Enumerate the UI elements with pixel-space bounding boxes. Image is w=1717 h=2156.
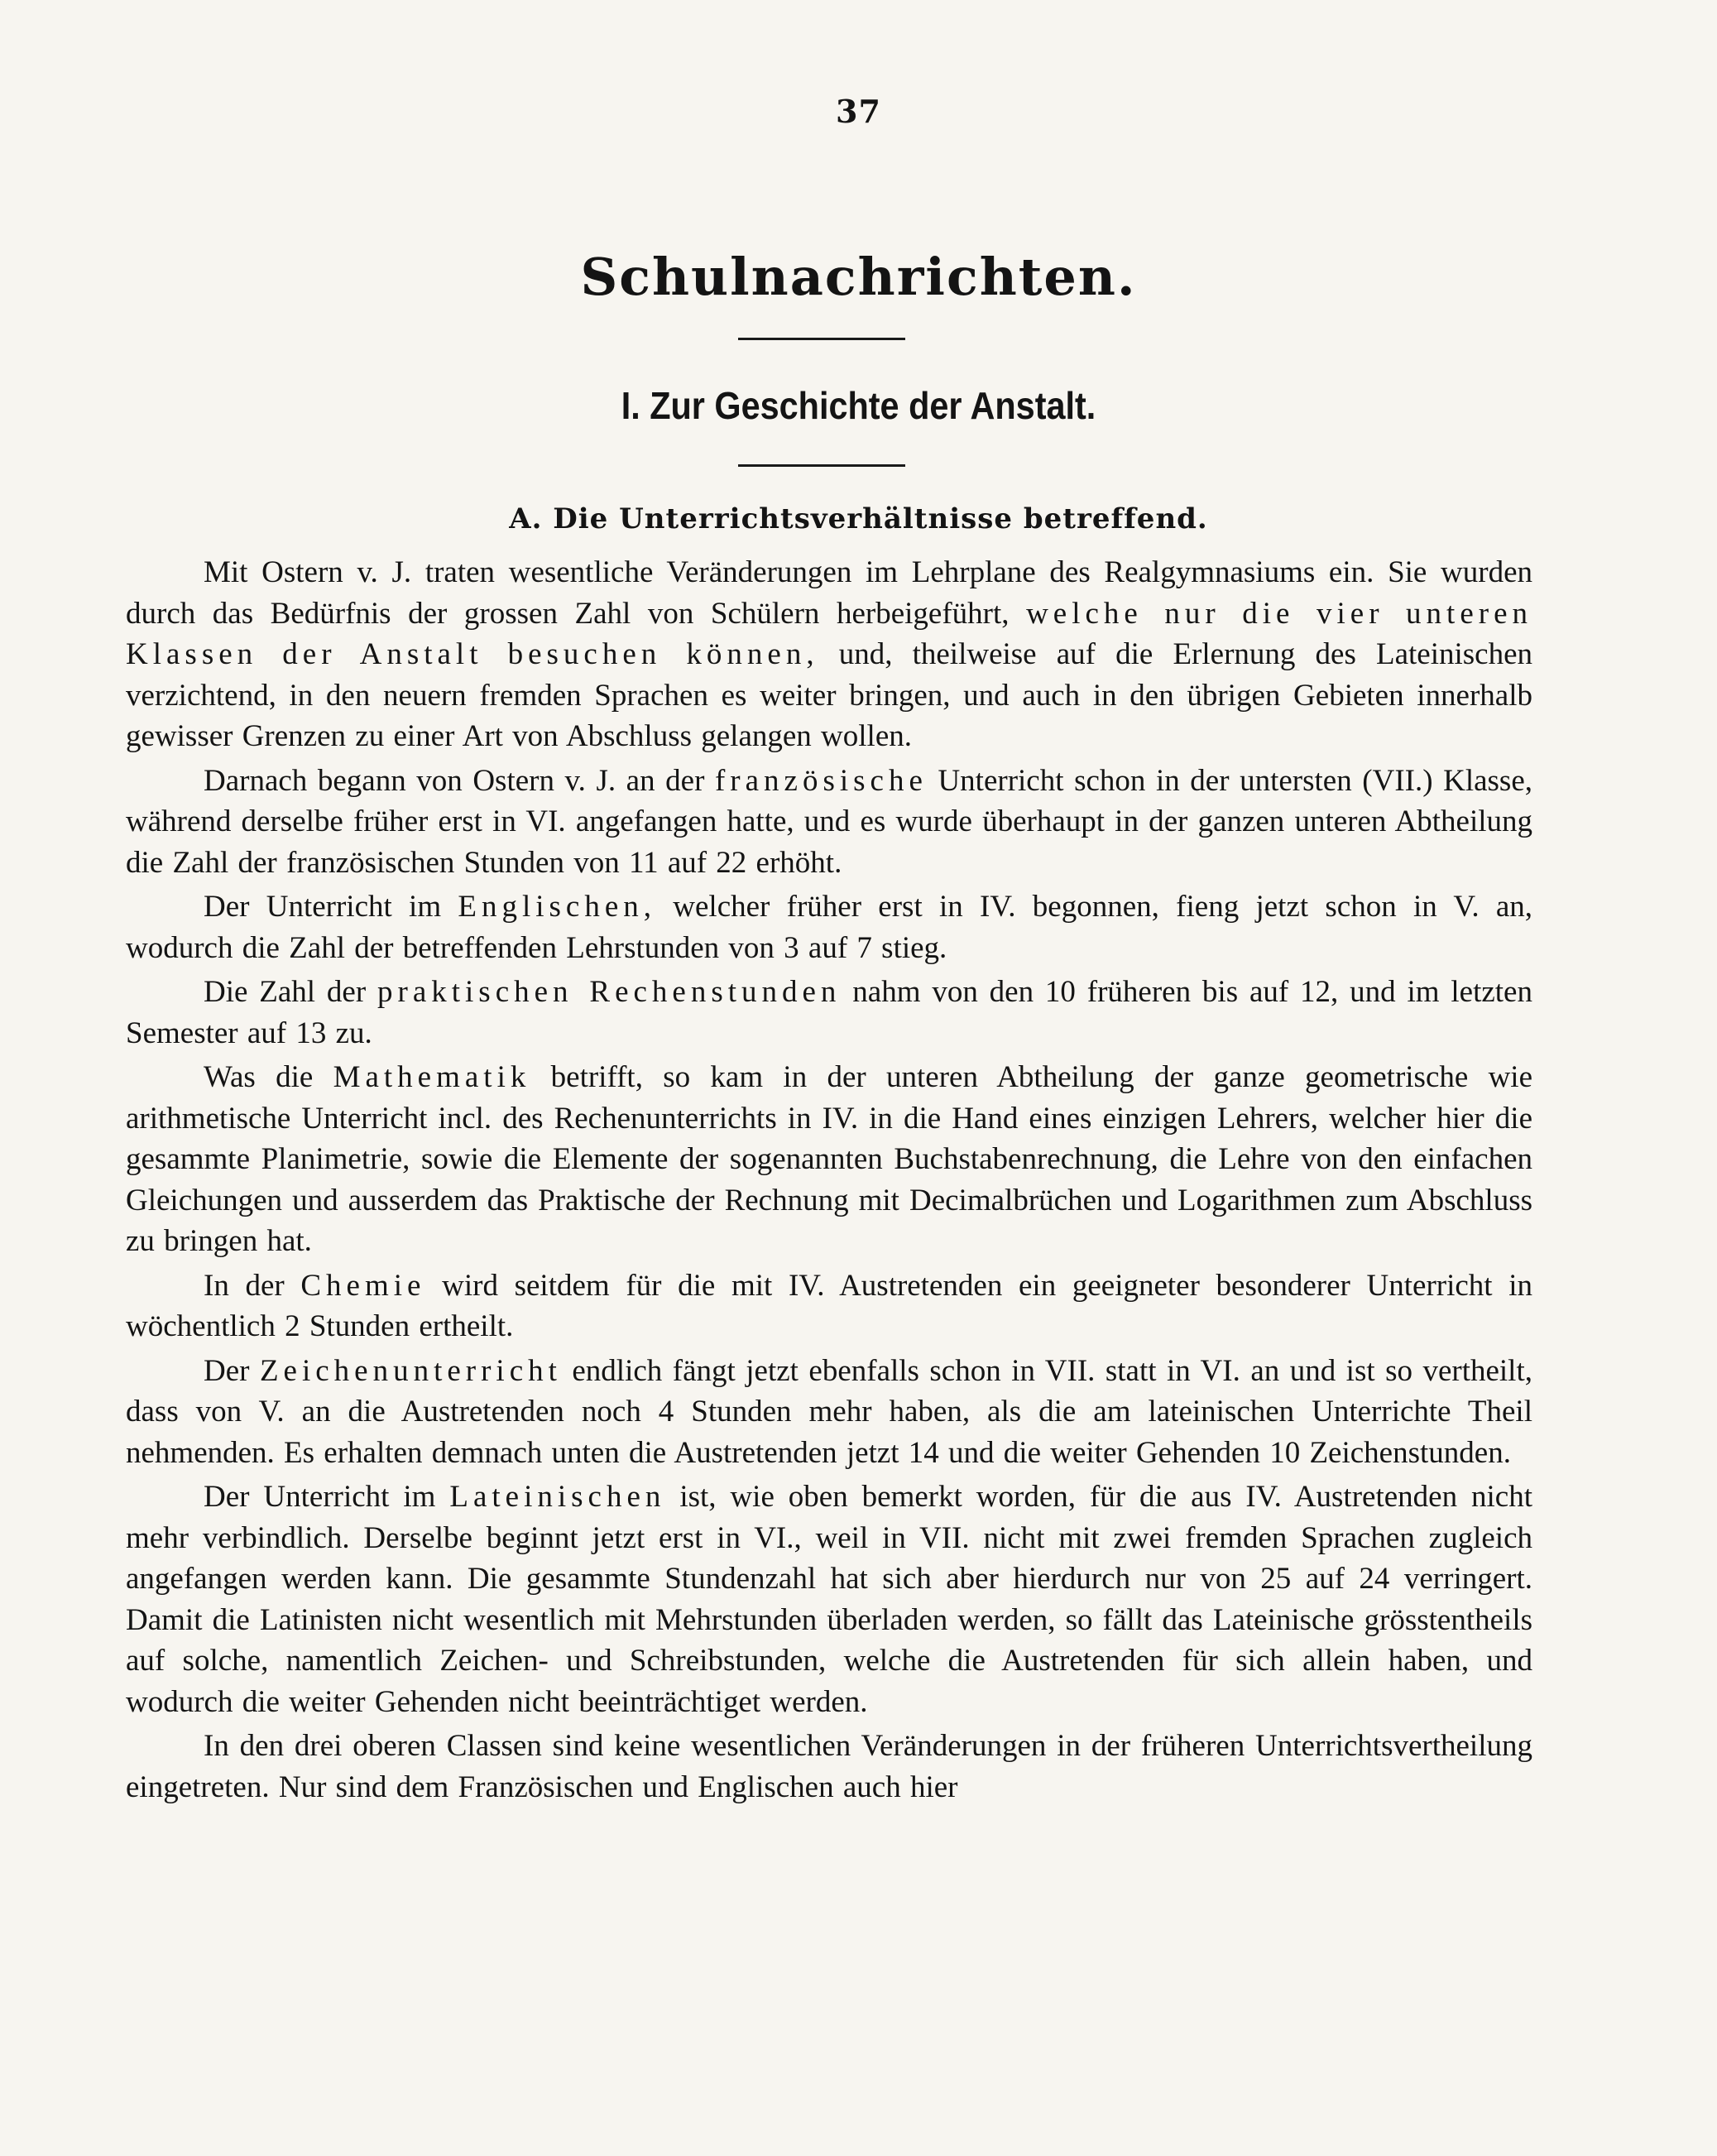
paragraph-text: Darnach begann von Ostern v. J. an der <box>204 763 715 798</box>
paragraph <box>126 886 1532 968</box>
paragraph-text: Der <box>204 1353 260 1388</box>
paragraph-text: betrifft, so kam in der unteren Abtheilung der ganze geometrische wie arithmetische Unterricht incl. des Rechenunterrichts in IV. in die Hand eines einzigen Lehrers, welcher hier die gesammte Planimetrie, sowie die Elemente der sogenannten Buchstabenrechnung, die Lehre von den einfachen Gleichungen und ausserdem das Praktische der Rechnung mit Decimalbrüchen und Logarithmen zum Abschluss zu bringen hat. <box>126 1060 1533 1258</box>
emphasized-text: Englischen, <box>458 890 657 924</box>
emphasized-text: Lateinischen <box>449 1480 666 1514</box>
paragraph-text: und, theilweise auf die Erlernung des Lateinischen verzichtend, in den neuern fremden Sprachen es weiter bringen, und auch in den übrigen Gebieten innerhalb gewisser Grenzen zu einer Art von Abschluss gelangen wollen. <box>126 637 1532 753</box>
paragraph-text: ist, wie oben bemerkt worden, für die aus IV. Austretenden nicht mehr verbindlich. Derselbe beginnt jetzt erst in VI., weil in VII. nicht mit zwei fremden Sprachen zugleich angefangen werden kann. Die gesammte Stundenzahl hat sich aber hierdurch nur von 25 auf 24 verringert. Damit die Latinisten nicht wesentlich mit Mehrstunden überladen werden, so fällt das Lateinische grösstentheils auf solche, namentlich Zeichen- und Schreibstunden, welche die Austretenden für sich allein haben, und wodurch die weiter Gehenden nicht beeinträchtiget werden. <box>126 1480 1532 1719</box>
paragraph-text: Mit Ostern v. J. traten wesentliche Veränderungen im Lehrplane des Realgymnasiums ein. Sie wurden durch das Bedürfnis der grossen Zahl von Schülern herbeigeführt, <box>126 555 1532 631</box>
paragraph <box>126 1477 1532 1722</box>
emphasized-text: Mathematik <box>333 1060 531 1094</box>
emphasized-text: praktischen Rechenstunden <box>377 975 842 1009</box>
emphasized-text: Zeichenunterricht <box>259 1353 562 1388</box>
paragraph-text: nahm von den 10 früheren bis auf 12, und im letzten Semester auf 13 zu. <box>126 975 1532 1050</box>
paragraph-text: Der Unterricht im <box>204 890 458 924</box>
divider-rule <box>738 338 905 340</box>
emphasized-text: Chemie <box>300 1268 426 1303</box>
emphasized-text: französische <box>714 763 928 798</box>
page-number: 37 <box>836 93 881 130</box>
paragraph-text: Die Zahl der <box>204 975 377 1009</box>
paragraph <box>126 761 1532 884</box>
paragraph <box>126 1057 1532 1262</box>
emphasized-text: welche nur die vier unteren Klassen der Anstalt besuchen können, <box>126 596 1533 671</box>
paragraph-text: endlich fängt jetzt ebenfalls schon in VII. statt in VI. an und ist so vertheilt, dass von V. an die Austretenden noch 4 Stunden mehr haben, als die am lateinischen Unterrichte Theil nehmenden. Es erhalten demnach unten die Austretenden jetzt 14 und die weiter Gehenden 10 Zeichenstunden. <box>126 1353 1532 1470</box>
main-title: Schulnachrichten. <box>580 247 1137 307</box>
paragraph-text: Was die <box>204 1060 333 1094</box>
paragraph <box>126 552 1532 757</box>
divider-rule <box>738 464 905 467</box>
paragraph <box>126 1726 1532 1808</box>
paragraph-text: wird seitdem für die mit IV. Austretenden ein geeigneter besonderer Unterricht in wöchentlich 2 Stunden ertheilt. <box>126 1268 1532 1343</box>
subsection-title: A. Die Unterrichtsverhältnisse betreffend. <box>509 502 1208 535</box>
paragraph-text: Der Unterricht im <box>204 1480 450 1514</box>
paragraph-text: In der <box>204 1268 301 1303</box>
paragraph <box>126 972 1532 1054</box>
paragraph-text: In den drei oberen Classen sind keine wesentlichen Veränderungen in der früheren Unterrichtsvertheilung eingetreten. Nur sind dem Französischen und Englischen auch hier <box>126 1729 1532 1804</box>
paragraph-text: welcher früher erst in IV. begonnen, fieng jetzt schon in V. an, wodurch die Zahl der betreffenden Lehrstunden von 3 auf 7 stieg. <box>126 890 1533 965</box>
section-title: I. Zur Geschichte der Anstalt. <box>621 384 1096 427</box>
paragraph <box>126 1351 1532 1474</box>
body-text <box>126 552 1532 1811</box>
paragraph-text: Unterricht schon in der untersten (VII.) Klasse, während derselbe früher erst in VI. angefangen hatte, und es wurde überhaupt in der ganzen unteren Abtheilung die Zahl der französischen Stunden von 11 auf 22 erhöht. <box>126 763 1532 880</box>
paragraph <box>126 1265 1532 1347</box>
